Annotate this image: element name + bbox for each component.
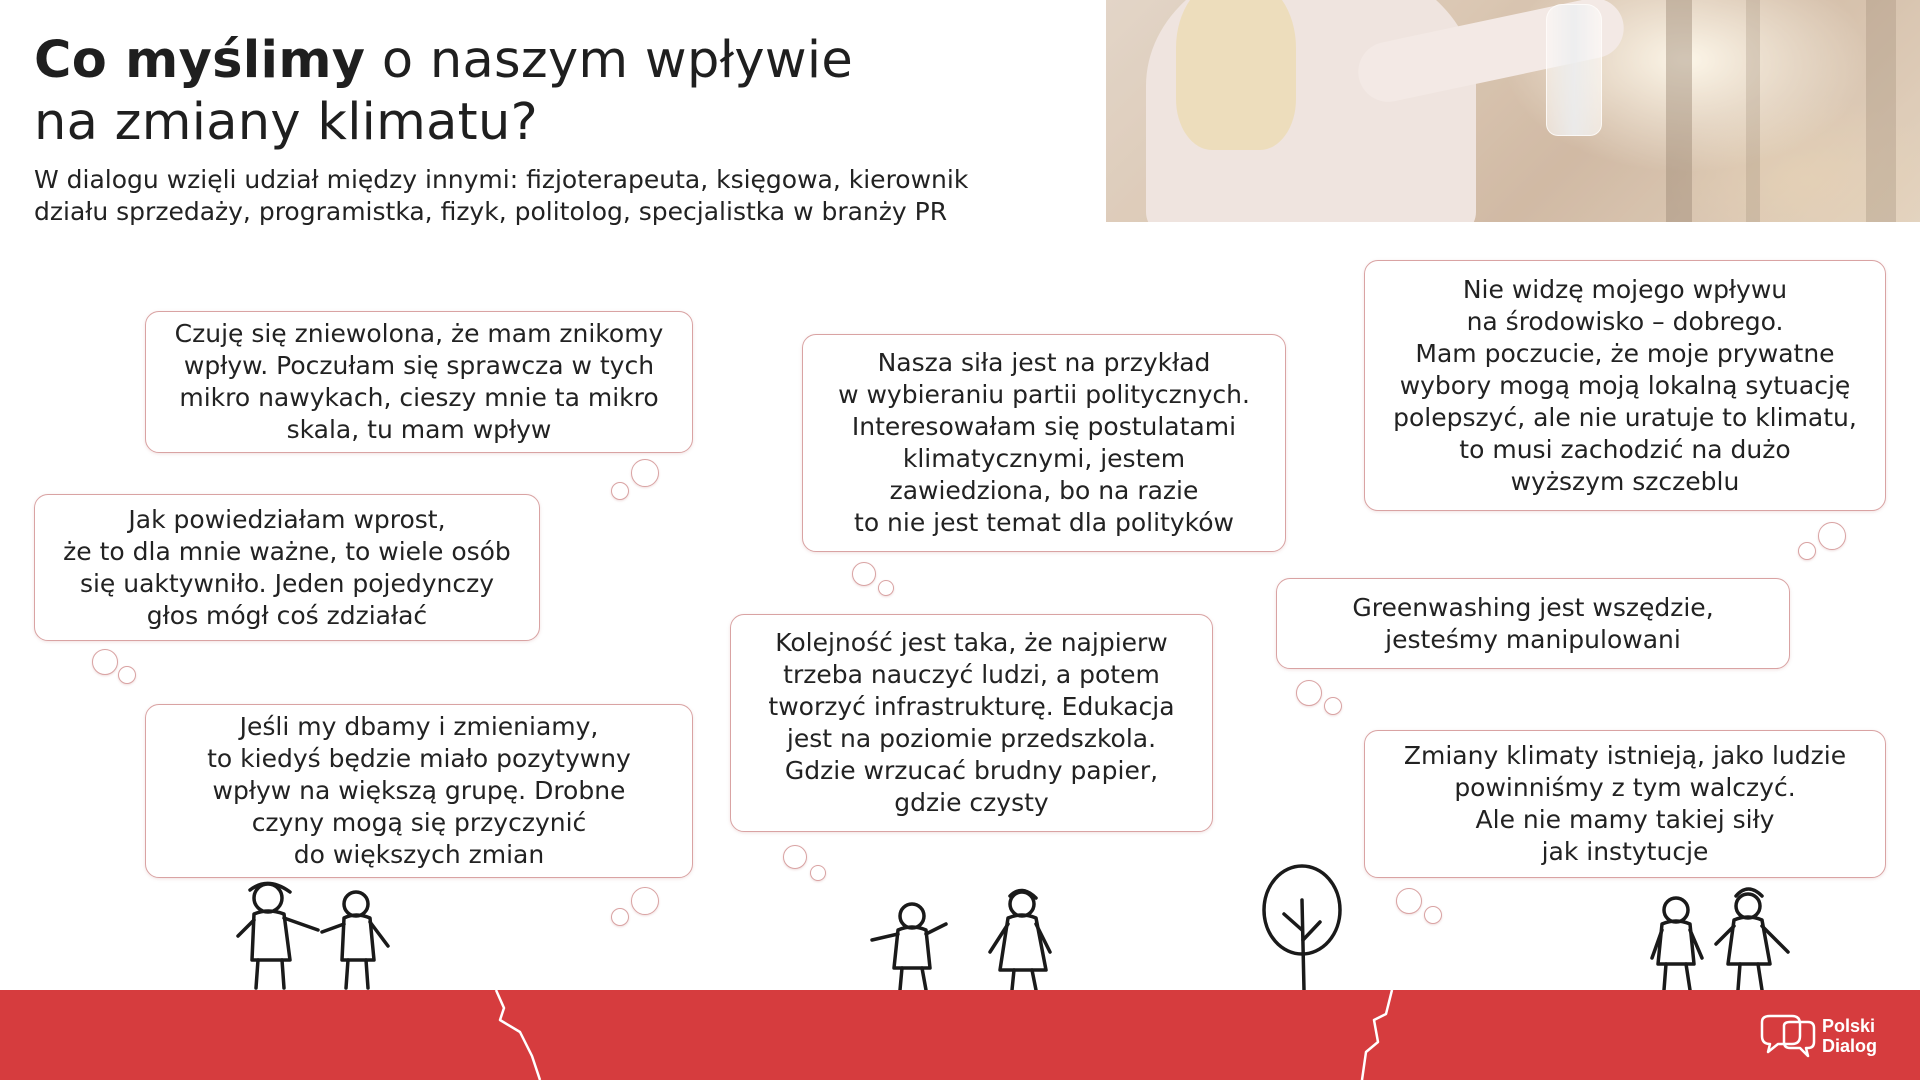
person-doodle — [1716, 889, 1788, 990]
quote-bubble — [1364, 730, 1886, 878]
logo-text — [1822, 1016, 1877, 1056]
thought-dot — [1798, 542, 1816, 560]
thought-dot — [118, 666, 136, 684]
thought-dot — [92, 649, 118, 675]
doodle-figures — [0, 860, 1920, 995]
person-doodle — [872, 904, 946, 990]
photo-overlay — [1106, 0, 1920, 222]
person-doodle — [1652, 898, 1702, 990]
page-subtitle — [34, 164, 1094, 228]
title-rest: o naszym wpływie — [365, 31, 854, 90]
title-bold: Co myślimy — [34, 31, 366, 90]
tree-doodle — [1264, 866, 1340, 990]
subtitle-line: działu sprzedaży, programistka, fizyk, politolog, specjalistka w branży PR — [34, 197, 948, 226]
person-doodle — [990, 890, 1050, 990]
title-line2: na zmiany klimatu? — [34, 93, 538, 152]
thought-dot — [852, 562, 876, 586]
thought-dot — [1324, 697, 1342, 715]
subtitle-line: W dialogu wzięli udział między innymi: fizjoterapeuta, księgowa, kierownik — [34, 165, 969, 194]
thought-dot — [1818, 522, 1846, 550]
quote-text: Nie widzę mojego wpływu na środowisko – dobrego. Mam poczucie, że moje prywatne wybory mogą moją lokalną sytuację polepszyć, ale nie uratuje to klimatu, to musi zachodzić na dużo wyższym szczeblu — [1393, 274, 1857, 496]
thought-dot — [1296, 680, 1322, 706]
logo-line: Polski — [1822, 1016, 1876, 1036]
quote-text: Czuję się zniewolona, że mam znikomy wpływ. Poczułam się sprawcza w tych mikro nawykach, cieszy mnie ta mikro skala, tu mam wpływ — [174, 319, 664, 444]
quote-bubble — [145, 704, 693, 878]
quote-text: Greenwashing jest wszędzie, jesteśmy manipulowani — [1352, 592, 1714, 654]
header-photo — [1106, 0, 1920, 222]
quote-text: Kolejność jest taka, że najpierw trzeba nauczyć ludzi, a potem tworzyć infrastrukturę. Edukacja jest na poziomie przedszkola. Gdzie wrzucać brudny papier, gdzie czysty — [768, 628, 1175, 817]
quote-text: Nasza siła jest na przykład w wybieraniu partii politycznych. Interesowałam się postulatami klimatycznymi, jestem zawiedziona, bo na razie to nie jest temat dla polityków — [838, 348, 1250, 537]
page-title — [34, 30, 853, 154]
quote-bubble — [1364, 260, 1886, 511]
quote-bubble — [34, 494, 540, 641]
ground-cracks — [0, 990, 1920, 1080]
thought-dot — [611, 482, 629, 500]
quote-bubble — [1276, 578, 1790, 669]
thought-dot — [878, 580, 894, 596]
quote-bubble — [145, 311, 693, 453]
quote-text: Jak powiedziałam wprost, że to dla mnie ważne, to wiele osób się uaktywniło. Jeden pojedynczy głos mógł coś zdziałać — [63, 504, 511, 630]
quote-bubble — [730, 614, 1213, 832]
quote-text: Jeśli my dbamy i zmieniamy, to kiedyś będzie miało pozytywny wpływ na większą grupę. Drobne czyny mogą się przyczynić do większych zmian — [207, 712, 631, 869]
quote-text: Zmiany klimaty istnieją, jako ludzie powinniśmy z tym walczyć. Ale nie mamy takiej siły jak instytucje — [1403, 741, 1847, 866]
logo-line: Dialog — [1822, 1036, 1878, 1056]
person-doodle — [322, 892, 388, 988]
person-doodle — [238, 883, 318, 988]
thought-dot — [631, 459, 659, 487]
quote-bubble — [802, 334, 1286, 552]
